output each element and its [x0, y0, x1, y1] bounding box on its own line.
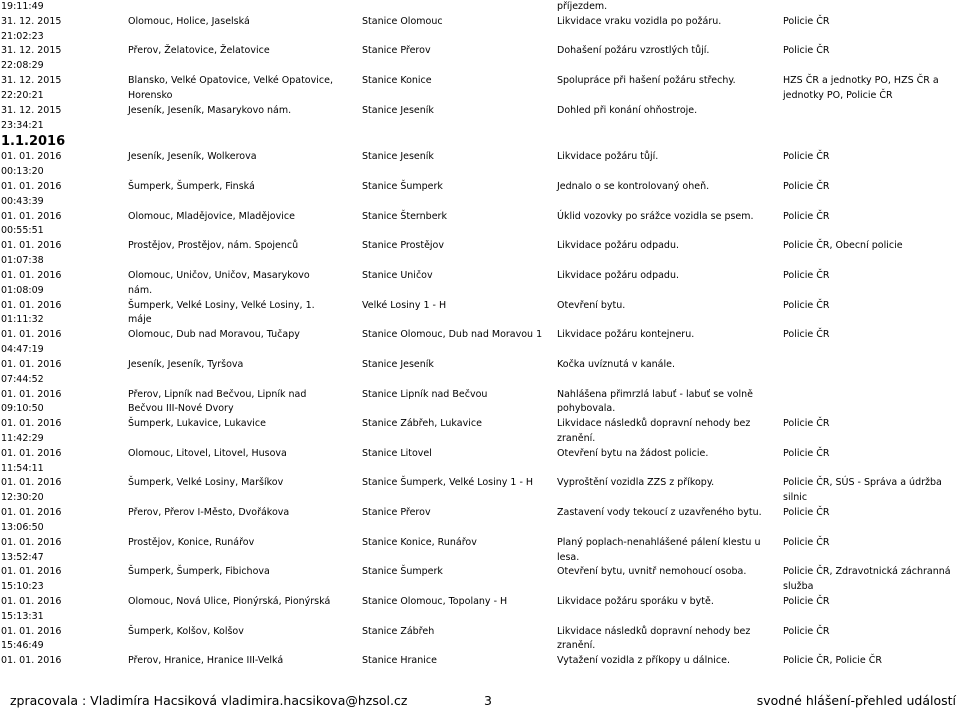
time-cell: 00:55:51	[1, 225, 44, 237]
cooperation-cell: Policie ČR	[783, 329, 830, 341]
time-cell: 01. 01. 2016	[1, 418, 62, 430]
time-cell: 01. 01. 2016	[1, 447, 62, 459]
unit-cell: Stanice Hranice	[362, 655, 437, 667]
cooperation-cell: Policie ČR	[783, 418, 830, 430]
cooperation-cell: HZS ČR a jednotky PO, HZS ČR a	[783, 75, 939, 87]
report-line	[0, 476, 960, 490]
page-number: 3	[484, 693, 492, 708]
unit-cell: Stanice Olomouc, Dub nad Moravou 1	[362, 329, 543, 341]
time-cell: 22:08:29	[1, 60, 44, 72]
footer-report-title: svodné hlášení-přehled událostí	[756, 693, 956, 708]
time-cell: 00:13:20	[1, 166, 44, 178]
location-cell: Jeseník, Jeseník, Wolkerova	[128, 151, 257, 163]
report-line	[0, 254, 960, 268]
time-cell: 00:43:39	[1, 195, 44, 207]
cooperation-cell: služba	[783, 581, 814, 593]
description-cell: lesa.	[557, 551, 580, 563]
time-cell: 01. 01. 2016	[1, 388, 62, 400]
time-cell: 01. 01. 2016	[1, 329, 62, 341]
time-cell: 07:44:52	[1, 373, 44, 385]
location-cell: nám.	[128, 284, 153, 296]
cooperation-cell: Policie ČR	[783, 299, 830, 311]
report-line	[0, 59, 960, 73]
cooperation-cell: jednotky PO, Policie ČR	[783, 89, 893, 101]
time-cell: 12:30:20	[1, 492, 44, 504]
report-line	[0, 402, 960, 416]
time-cell: 01. 01. 2016	[1, 566, 62, 578]
description-cell: Likvidace následků dopravní nehody bez	[557, 418, 751, 430]
report-line	[0, 165, 960, 179]
time-cell: 15:13:31	[1, 610, 44, 622]
report-line	[0, 210, 960, 224]
report-line	[0, 536, 960, 550]
description-cell: Dohled při konání ohňostroje.	[557, 104, 698, 116]
report-line	[0, 0, 960, 14]
description-cell: Likvidace požáru kontejneru.	[557, 329, 695, 341]
time-cell: 01:07:38	[1, 255, 44, 267]
location-cell: Horensko	[128, 89, 173, 101]
time-cell: 11:54:11	[1, 462, 44, 474]
cooperation-cell: Policie ČR	[783, 15, 830, 27]
description-cell: Zastavení vody tekoucí z uzavřeného bytu.	[557, 507, 762, 519]
report-line	[0, 625, 960, 639]
description-cell: zranění.	[557, 640, 596, 652]
time-cell: 15:46:49	[1, 640, 44, 652]
footer-author: zpracovala : Vladimíra Hacsiková vladimira.hacsikova@hzsol.cz	[10, 693, 408, 708]
description-cell: Nahlášena přimrzlá labuť - labuť se volně	[557, 388, 753, 400]
report-line	[0, 239, 960, 253]
report-line	[0, 284, 960, 298]
unit-cell: Stanice Jeseník	[362, 358, 434, 370]
location-cell: Přerov, Želatovice, Želatovice	[128, 45, 270, 57]
unit-cell: Stanice Olomouc	[362, 15, 443, 27]
description-cell: Vytažení vozidla z příkopy u dálnice.	[557, 655, 731, 667]
report-line	[0, 447, 960, 461]
unit-cell: Stanice Jeseník	[362, 104, 434, 116]
unit-cell: Stanice Konice	[362, 75, 432, 87]
unit-cell: Stanice Prostějov	[362, 240, 444, 252]
location-cell: Olomouc, Dub nad Moravou, Tučapy	[128, 329, 300, 341]
location-cell: Šumperk, Šumperk, Finská	[128, 181, 255, 193]
report-line	[0, 639, 960, 653]
report-line	[0, 610, 960, 624]
description-cell: zranění.	[557, 432, 596, 444]
location-cell: Šumperk, Lukavice, Lukavice	[128, 418, 266, 430]
report-line	[0, 299, 960, 313]
report-line	[0, 358, 960, 372]
report-line	[0, 654, 960, 668]
location-cell: Přerov, Lipník nad Bečvou, Lipník nad	[128, 388, 307, 400]
report-line	[0, 104, 960, 118]
time-cell: 01. 01. 2016	[1, 655, 62, 667]
time-cell: 11:42:29	[1, 432, 44, 444]
location-cell: Olomouc, Mladějovice, Mladějovice	[128, 210, 295, 222]
report-line	[0, 491, 960, 505]
report-line	[0, 521, 960, 535]
time-cell: 01. 01. 2016	[1, 181, 62, 193]
report-line	[0, 328, 960, 342]
unit-cell: Stanice Šumperk, Velké Losiny 1 - H	[362, 477, 534, 489]
location-cell: Prostějov, Prostějov, nám. Spojenců	[128, 240, 299, 252]
location-cell: Prostějov, Konice, Runářov	[128, 536, 255, 548]
report-line	[0, 195, 960, 209]
report-line	[0, 89, 960, 103]
cooperation-cell: Policie ČR	[783, 595, 830, 607]
time-cell: 01. 01. 2016	[1, 151, 62, 163]
report-line	[0, 343, 960, 357]
description-cell: Likvidace vraku vozidla po požáru.	[557, 15, 722, 27]
description-cell: Jednalo o se kontrolovaný oheň.	[557, 181, 710, 193]
location-cell: Přerov, Hranice, Hranice III-Velká	[128, 655, 284, 667]
time-cell: 01. 01. 2016	[1, 595, 62, 607]
report-line	[0, 150, 960, 164]
date-heading: 1.1.2016	[1, 134, 66, 150]
cooperation-cell: Policie ČR, Zdravotnická záchranná	[783, 566, 951, 578]
time-cell: 01. 01. 2016	[1, 269, 62, 281]
report-line	[0, 432, 960, 446]
location-cell: Olomouc, Litovel, Litovel, Husova	[128, 447, 287, 459]
report-line	[0, 580, 960, 594]
unit-cell: Stanice Zábřeh, Lukavice	[362, 418, 482, 430]
description-cell: Likvidace následků dopravní nehody bez	[557, 625, 751, 637]
unit-cell: Stanice Uničov	[362, 269, 433, 281]
location-cell: Přerov, Přerov I-Město, Dvořákova	[128, 507, 290, 519]
description-cell: Otevření bytu na žádost policie.	[557, 447, 709, 459]
location-cell: Blansko, Velké Opatovice, Velké Opatovice,	[128, 75, 333, 87]
description-cell: Likvidace požáru sporáku v bytě.	[557, 595, 714, 607]
time-cell: 04:47:19	[1, 344, 44, 356]
time-cell: 23:34:21	[1, 119, 44, 131]
cooperation-cell: Policie ČR	[783, 45, 830, 57]
report-line	[0, 551, 960, 565]
time-cell: 31. 12. 2015	[1, 75, 62, 87]
report-line	[0, 506, 960, 520]
location-cell: Olomouc, Uničov, Uničov, Masarykovo	[128, 269, 310, 281]
unit-cell: Stanice Přerov	[362, 45, 431, 57]
time-cell: 31. 12. 2015	[1, 15, 62, 27]
description-cell: příjezdem.	[557, 1, 608, 12]
report-line	[0, 388, 960, 402]
unit-cell: Stanice Konice, Runářov	[362, 536, 477, 548]
description-cell: Otevření bytu.	[557, 299, 626, 311]
unit-cell: Stanice Šternberk	[362, 210, 447, 222]
report-line	[0, 44, 960, 58]
description-cell: Likvidace požáru tůjí.	[557, 151, 659, 163]
description-cell: pohybovala.	[557, 403, 616, 415]
description-cell: Vyproštění vozidla ZZS z příkopy.	[557, 477, 715, 489]
description-cell: Otevření bytu, uvnitř nemohoucí osoba.	[557, 566, 747, 578]
location-cell: Olomouc, Nová Ulice, Pionýrská, Pionýrská	[128, 595, 331, 607]
time-cell: 09:10:50	[1, 403, 44, 415]
unit-cell: Stanice Šumperk	[362, 181, 443, 193]
time-cell: 01. 01. 2016	[1, 625, 62, 637]
description-cell: Dohašení požáru vzrostlých tůjí.	[557, 45, 710, 57]
report-line	[0, 417, 960, 431]
time-cell: 01:11:32	[1, 314, 44, 326]
report-line	[0, 373, 960, 387]
time-cell: 01. 01. 2016	[1, 358, 62, 370]
cooperation-cell: Policie ČR	[783, 625, 830, 637]
time-cell: 01. 01. 2016	[1, 507, 62, 519]
cooperation-cell: Policie ČR, SÚS - Správa a údržba	[783, 477, 942, 489]
description-cell: Likvidace požáru odpadu.	[557, 240, 679, 252]
location-cell: Jeseník, Jeseník, Masarykovo nám.	[128, 104, 292, 116]
report-line	[0, 180, 960, 194]
location-cell: Bečvou III-Nové Dvory	[128, 403, 234, 415]
report-line	[0, 15, 960, 29]
description-cell: Spolupráce při hašení požáru střechy.	[557, 75, 736, 87]
cooperation-cell: Policie ČR, Policie ČR	[783, 655, 882, 667]
cooperation-cell: Policie ČR, Obecní policie	[783, 240, 903, 252]
unit-cell: Stanice Přerov	[362, 507, 431, 519]
cooperation-cell: Policie ČR	[783, 507, 830, 519]
report-line	[0, 74, 960, 88]
report-line	[0, 119, 960, 133]
time-cell: 01. 01. 2016	[1, 477, 62, 489]
description-cell: Likvidace požáru odpadu.	[557, 269, 679, 281]
unit-cell: Stanice Litovel	[362, 447, 432, 459]
time-cell: 01. 01. 2016	[1, 210, 62, 222]
time-cell: 31. 12. 2015	[1, 45, 62, 57]
unit-cell: Stanice Jeseník	[362, 151, 434, 163]
report-line	[0, 595, 960, 609]
report-line	[0, 30, 960, 44]
description-cell: Úklid vozovky po srážce vozidla se psem.	[557, 210, 754, 222]
time-cell: 01. 01. 2016	[1, 299, 62, 311]
cooperation-cell: Policie ČR	[783, 181, 830, 193]
unit-cell: Stanice Lipník nad Bečvou	[362, 388, 488, 400]
time-cell: 22:20:21	[1, 89, 44, 101]
time-cell: 01:08:09	[1, 284, 44, 296]
cooperation-cell: silnic	[783, 492, 808, 504]
page-footer	[0, 692, 960, 710]
cooperation-cell: Policie ČR	[783, 536, 830, 548]
time-cell: 01. 01. 2016	[1, 536, 62, 548]
cooperation-cell: Policie ČR	[783, 151, 830, 163]
location-cell: Šumperk, Velké Losiny, Velké Losiny, 1.	[128, 299, 315, 311]
report-line	[0, 224, 960, 238]
report-line	[0, 269, 960, 283]
unit-cell: Stanice Olomouc, Topolany - H	[362, 595, 508, 607]
location-cell: Šumperk, Velké Losiny, Maršíkov	[128, 477, 284, 489]
location-cell: Jeseník, Jeseník, Tyršova	[128, 358, 244, 370]
cooperation-cell: Policie ČR	[783, 269, 830, 281]
location-cell: Šumperk, Šumperk, Fibichova	[128, 566, 270, 578]
location-cell: Šumperk, Kolšov, Kolšov	[128, 625, 244, 637]
report-line	[0, 462, 960, 476]
cooperation-cell: Policie ČR	[783, 210, 830, 222]
time-cell: 21:02:23	[1, 30, 44, 42]
unit-cell: Velké Losiny 1 - H	[362, 299, 447, 311]
unit-cell: Stanice Zábřeh	[362, 625, 435, 637]
time-cell: 15:10:23	[1, 581, 44, 593]
time-cell: 13:52:47	[1, 551, 44, 563]
location-cell: Olomouc, Holice, Jaselská	[128, 15, 250, 27]
cooperation-cell: Policie ČR	[783, 447, 830, 459]
time-cell: 01. 01. 2016	[1, 240, 62, 252]
time-cell: 13:06:50	[1, 521, 44, 533]
description-cell: Kočka uvíznutá v kanále.	[557, 358, 675, 370]
unit-cell: Stanice Šumperk	[362, 566, 443, 578]
report-line	[0, 313, 960, 327]
time-cell: 31. 12. 2015	[1, 104, 62, 116]
report-line	[0, 565, 960, 579]
location-cell: máje	[128, 314, 152, 326]
description-cell: Planý poplach-nenahlášené pálení klestu u	[557, 536, 761, 548]
time-cell: 19:11:49	[1, 1, 44, 12]
